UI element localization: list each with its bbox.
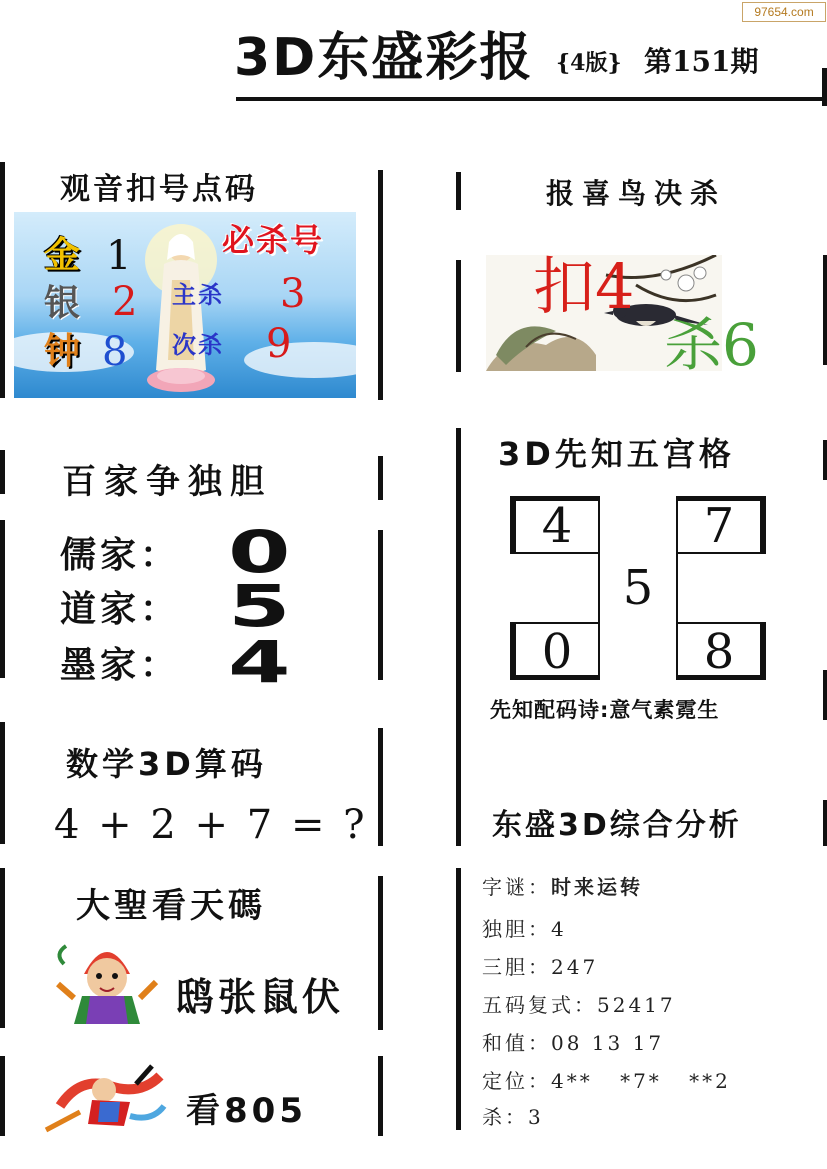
- main-kill-label: 主杀: [172, 281, 224, 309]
- label-gold: 金: [44, 235, 81, 276]
- analysis-hezhi: 和值：08 13 17: [482, 1031, 665, 1055]
- divider-mid-right: [456, 428, 461, 846]
- issue-number: 第151期: [644, 45, 759, 78]
- header-underline-end: [822, 68, 827, 106]
- dasheng-look: 看805: [186, 1091, 307, 1131]
- grid-border: [598, 496, 600, 554]
- divider-mid-left: [378, 170, 383, 400]
- analysis-zimi: [482, 872, 643, 902]
- analysis-sandan: 三胆：247: [482, 955, 599, 979]
- analysis-dudan: 独胆：4: [482, 917, 567, 941]
- analysis-wuma: 五码复式：52417: [482, 993, 676, 1017]
- must-kill-label: 必杀号: [222, 221, 325, 259]
- divider-mid-right: [456, 868, 461, 1130]
- next-kill-number: 9: [266, 321, 292, 367]
- baijia-label-dao: 道家：: [60, 589, 181, 630]
- monkey-king-flying-icon: [40, 1056, 172, 1136]
- baijia-value-dao: 5: [228, 572, 291, 640]
- analysis-dingwei: 定位：4** *7* **2: [482, 1069, 731, 1093]
- grid-border: [760, 496, 766, 554]
- divider-left: [0, 520, 5, 678]
- grid-top-right: 7: [703, 498, 735, 554]
- five-grid: [510, 496, 766, 680]
- silver-number: 2: [112, 279, 138, 325]
- divider-right: [823, 255, 827, 365]
- math-title: 数学3D算码: [66, 745, 267, 783]
- divider-right: [823, 800, 827, 846]
- grid-title: 3D先知五宫格: [498, 435, 735, 473]
- edition-label: {4版}: [556, 50, 622, 76]
- divider-right: [823, 440, 827, 480]
- grid-top-left: 4: [541, 498, 573, 554]
- divider-mid-left: [378, 1056, 383, 1136]
- divider-mid-left: [378, 876, 383, 1030]
- divider-left: [0, 162, 5, 398]
- next-kill-label: 次杀: [172, 331, 224, 359]
- zimi-value: 时来运转: [551, 875, 643, 899]
- label-bell: 钟: [44, 331, 81, 372]
- divider-left: [0, 722, 5, 844]
- baijia-label-ru: 儒家：: [60, 535, 181, 576]
- baijia-title: 百家争独胆: [62, 462, 272, 502]
- analysis-sha: 杀：3: [482, 1105, 544, 1129]
- cloud: [244, 342, 356, 378]
- bird-title: 报喜鸟决杀: [546, 177, 727, 210]
- math-equation: 4 + 2 + 7 = ?: [54, 802, 368, 848]
- analysis-title: 东盛3D综合分析: [492, 808, 742, 843]
- guanyin-title: 观音扣号点码: [60, 172, 258, 207]
- bell-number: 8: [102, 329, 128, 375]
- divider-left: [0, 868, 5, 1028]
- grid-bottom-left: 0: [541, 624, 573, 680]
- watermark: 97654.com: [742, 2, 826, 22]
- kou-text: 扣4: [533, 250, 635, 323]
- baijia-value-mo: 4: [228, 628, 291, 696]
- label-silver: 银: [44, 283, 81, 324]
- divider-mid-left: [378, 530, 383, 680]
- baijia-value-ru: 0: [228, 518, 291, 586]
- grid-bottom-right: 8: [703, 624, 735, 680]
- divider-mid-right: [456, 260, 461, 372]
- grid-poem: 先知配码诗:意气素霓生: [490, 698, 720, 722]
- dasheng-phrase: 鸱张鼠伏: [176, 975, 345, 1019]
- monkey-king-icon: [54, 934, 160, 1030]
- main-kill-number: 3: [280, 271, 306, 317]
- header-underline: [236, 97, 827, 101]
- divider-left: [0, 1056, 5, 1136]
- gold-number: 1: [106, 233, 132, 279]
- divider-mid-left: [378, 456, 383, 500]
- zimi-label: 字谜：: [482, 875, 551, 899]
- guanyin-panel: [14, 212, 356, 398]
- masthead-title: 3D东盛彩报: [234, 28, 534, 88]
- divider-mid-right: [456, 172, 461, 210]
- divider-right: [823, 670, 827, 720]
- divider-mid-left: [378, 728, 383, 846]
- grid-center: 5: [622, 560, 654, 616]
- grid-border: [598, 622, 600, 680]
- grid-border: [760, 622, 766, 680]
- grid-border: [676, 554, 678, 624]
- divider-left: [0, 450, 5, 494]
- sha-text: 杀6: [664, 311, 759, 379]
- dasheng-title: 大聖看天碼: [76, 886, 266, 926]
- baijia-label-mo: 墨家：: [60, 645, 181, 686]
